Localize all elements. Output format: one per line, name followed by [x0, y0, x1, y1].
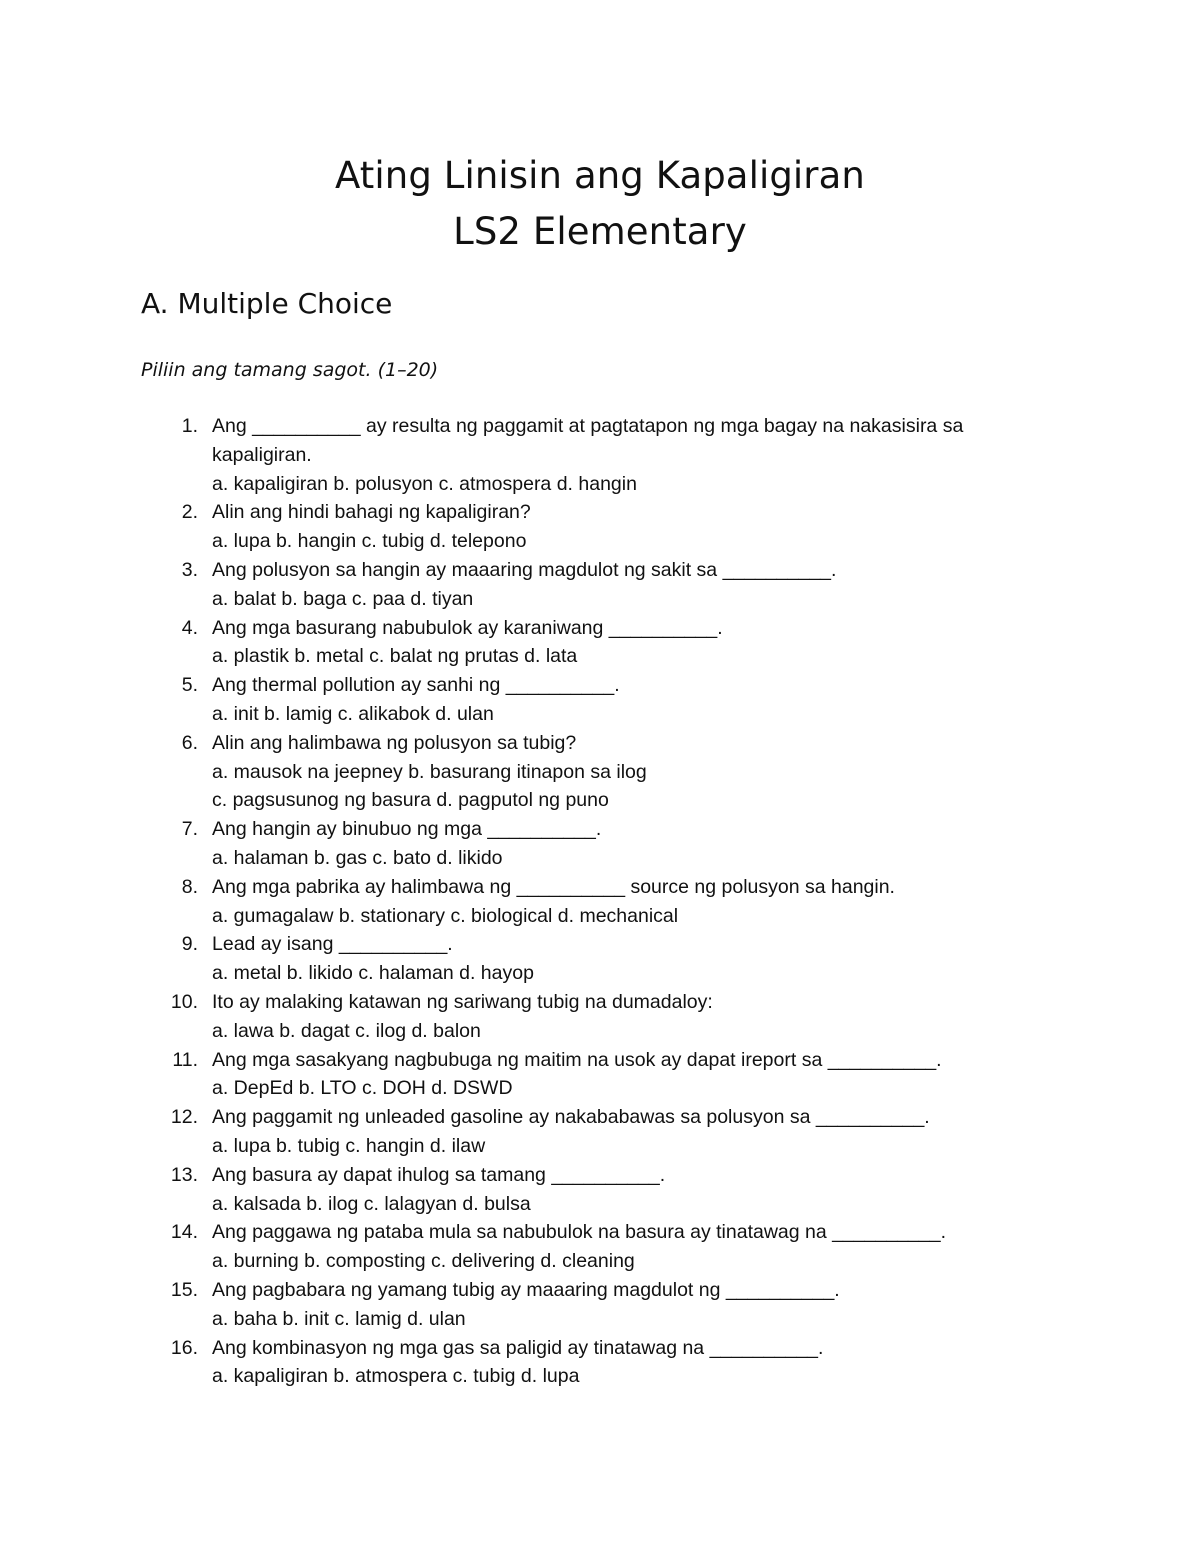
question-line: a. burning b. composting c. delivering d. cleaning — [212, 1250, 635, 1273]
question-line: a. lupa b. hangin c. tubig d. telepono — [212, 530, 527, 553]
question-text: Alin ang halimbawa ng polusyon sa tubig? — [212, 731, 577, 754]
question-item — [141, 671, 1061, 729]
question-number: 7. — [181, 818, 198, 841]
question-number: 12. — [170, 1106, 198, 1129]
question-text: Ang basura ay dapat ihulog sa tamang __________. — [212, 1163, 666, 1186]
question-item — [141, 1218, 1061, 1276]
question-item — [141, 1276, 1061, 1334]
document-title: Ating Linisin ang Kapaligiran — [335, 154, 865, 197]
question-text: Ang __________ ay resulta ng paggamit at pagtatapon ng mga bagay na nakasisira sa — [212, 415, 964, 437]
question-line: a. init b. lamig c. alikabok d. ulan — [212, 702, 494, 725]
question-line: a. mausok na jeepney b. basurang itinapon sa ilog — [212, 760, 647, 783]
question-line: a. kalsada b. ilog c. lalagyan d. bulsa — [212, 1192, 531, 1215]
question-item — [141, 815, 1061, 873]
question-text: Ang paggawa ng pataba mula sa nabubulok na basura ay tinatawag na __________. — [212, 1221, 946, 1244]
question-line: a. metal b. likido c. halaman d. hayop — [212, 962, 534, 985]
question-line: a. kapaligiran b. polusyon c. atmospera d. hangin — [212, 472, 637, 495]
question-line: c. pagsusunog ng basura d. pagputol ng puno — [212, 789, 609, 812]
question-number: 4. — [181, 616, 198, 639]
question-line: a. balat b. baga c. paa d. tiyan — [212, 587, 474, 610]
question-text: Ang thermal pollution ay sanhi ng __________. — [212, 674, 620, 697]
question-item — [141, 614, 1061, 672]
question-item — [141, 412, 1061, 498]
question-line: a. baha b. init c. lamig d. ulan — [212, 1307, 466, 1330]
question-list — [141, 412, 1061, 1391]
question-number: 6. — [181, 731, 198, 754]
question-text: Ang mga sasakyang nagbubuga ng maitim na usok ay dapat ireport sa __________. — [212, 1048, 942, 1071]
question-line: kapaligiran. — [212, 443, 312, 466]
question-number: 10. — [170, 990, 198, 1013]
question-text: Ang paggamit ng unleaded gasoline ay nakababawas sa polusyon sa __________. — [212, 1106, 930, 1129]
question-item — [141, 988, 1061, 1046]
question-number: 5. — [181, 674, 198, 697]
section-heading: A. Multiple Choice — [141, 287, 393, 320]
question-item — [141, 930, 1061, 988]
question-line: a. lawa b. dagat c. ilog d. balon — [212, 1019, 481, 1042]
question-line: a. plastik b. metal c. balat ng prutas d. lata — [212, 645, 578, 668]
question-line: a. lupa b. tubig c. hangin d. ilaw — [212, 1134, 486, 1157]
question-text: Ang hangin ay binubuo ng mga __________. — [212, 818, 602, 841]
question-item — [141, 498, 1061, 556]
question-text: Ang mga basurang nabubulok ay karaniwang __________. — [212, 616, 723, 639]
question-number: 16. — [170, 1336, 198, 1359]
question-number: 2. — [181, 501, 198, 524]
question-item — [141, 1046, 1061, 1104]
question-text: Ito ay malaking katawan ng sariwang tubig na dumadaloy: — [212, 990, 713, 1013]
question-text: Alin ang hindi bahagi ng kapaligiran? — [212, 501, 531, 524]
question-number: 13. — [170, 1163, 198, 1186]
question-text: Ang kombinasyon ng mga gas sa paligid ay tinatawag na __________. — [212, 1336, 824, 1359]
question-line: a. halaman b. gas c. bato d. likido — [212, 846, 503, 869]
question-line: a. DepEd b. LTO c. DOH d. DSWD — [212, 1077, 513, 1100]
question-text: Ang polusyon sa hangin ay maaaring magdulot ng sakit sa __________. — [212, 558, 837, 581]
question-text: Ang pagbabara ng yamang tubig ay maaaring magdulot ng __________. — [212, 1278, 840, 1301]
question-number: 15. — [170, 1278, 198, 1301]
question-line: a. gumagalaw b. stationary c. biological d. mechanical — [212, 904, 679, 927]
question-text: Ang mga pabrika ay halimbawa ng __________ source ng polusyon sa hangin. — [212, 875, 895, 898]
instruction-text: Piliin ang tamang sagot. (1–20) — [141, 359, 439, 381]
question-item — [141, 729, 1061, 815]
question-number: 3. — [181, 558, 198, 581]
question-number: 9. — [181, 933, 198, 956]
title-block — [0, 148, 1200, 260]
question-item — [141, 1334, 1061, 1392]
document-subtitle: LS2 Elementary — [453, 210, 747, 253]
question-item — [141, 1103, 1061, 1161]
question-number: 8. — [181, 875, 198, 898]
question-item — [141, 1161, 1061, 1219]
question-item — [141, 556, 1061, 614]
question-text: Lead ay isang __________. — [212, 933, 453, 956]
question-number: 14. — [170, 1221, 198, 1244]
question-number: 1. — [181, 415, 198, 437]
question-item — [141, 873, 1061, 931]
question-number: 11. — [172, 1048, 198, 1071]
question-line: a. kapaligiran b. atmospera c. tubig d. lupa — [212, 1365, 580, 1388]
